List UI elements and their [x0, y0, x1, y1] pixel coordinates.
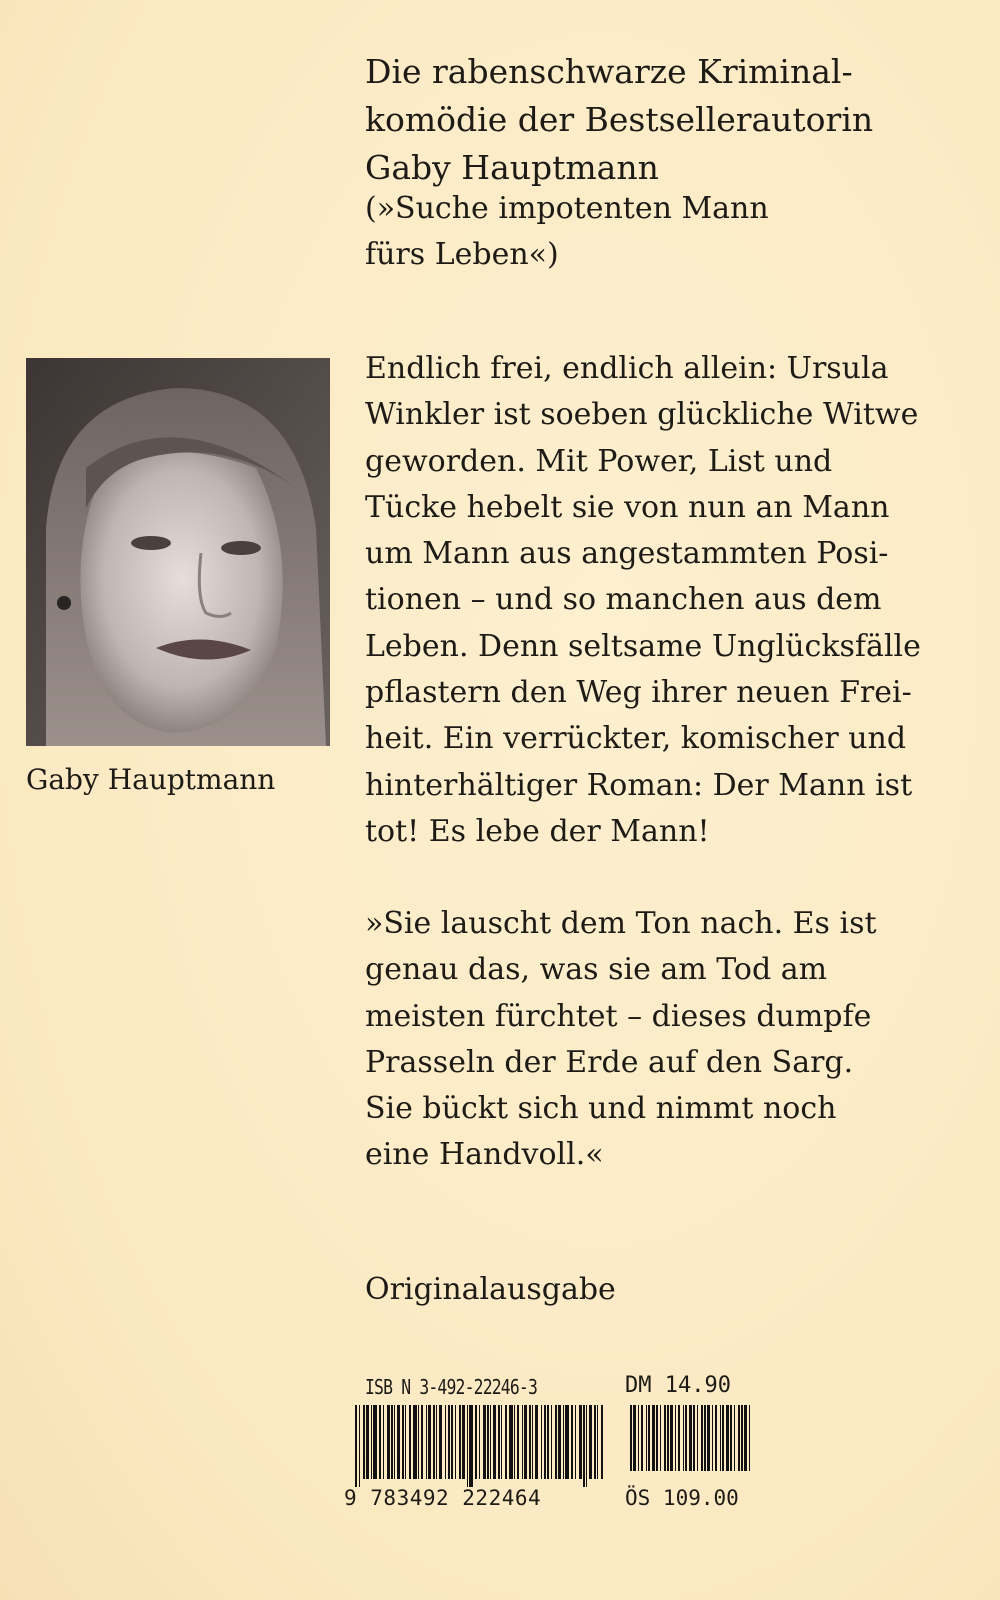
- barcode-bar: [405, 1405, 406, 1479]
- tagline-sub-line: fürs Leben«): [365, 237, 559, 272]
- barcode-bar: [522, 1405, 523, 1479]
- blurb-text: [365, 346, 965, 855]
- barcode-bar: [509, 1405, 513, 1479]
- barcode-bar: [558, 1405, 561, 1479]
- barcode-bar: [469, 1405, 473, 1487]
- tagline-sub-line: (»Suche impotenten Mann: [365, 191, 769, 226]
- barcode-bar: [514, 1405, 515, 1479]
- barcode-bar: [436, 1405, 437, 1479]
- barcode-bar: [670, 1405, 673, 1471]
- barcode-bar: [667, 1405, 669, 1471]
- barcode-bar: [462, 1405, 465, 1479]
- barcode-bar: [439, 1405, 442, 1479]
- blurb-line: um Mann aus angestammten Posi-: [365, 536, 889, 572]
- quote-line: eine Handvoll.«: [365, 1137, 604, 1173]
- tagline-line: komödie der Bestsellerautorin: [365, 100, 874, 139]
- barcode-bar: [483, 1405, 486, 1479]
- barcode-bar: [413, 1405, 417, 1479]
- quote-line: genau das, was sie am Tod am: [365, 952, 828, 988]
- barcode-bar: [371, 1405, 372, 1479]
- barcode-bar: [720, 1405, 721, 1471]
- barcode-bar: [402, 1405, 404, 1479]
- blurb-line: pflastern den Weg ihrer neuen Frei-: [365, 675, 912, 711]
- blurb-line: tot! Es lebe der Mann!: [365, 813, 710, 849]
- barcode-bar: [394, 1405, 395, 1479]
- barcode-bar: [359, 1405, 360, 1487]
- author-portrait-image: [26, 358, 330, 746]
- barcode-bar: [707, 1405, 710, 1471]
- barcode-bar: [524, 1405, 527, 1479]
- tagline: [365, 48, 965, 192]
- barcode-bar: [426, 1405, 427, 1479]
- tagline-line: Die rabenschwarze Kriminal-: [365, 52, 853, 91]
- barcode-bar: [387, 1405, 390, 1479]
- barcode-bar: [448, 1405, 450, 1479]
- quote-line: meisten fürchtet – dieses dumpfe: [365, 998, 872, 1034]
- barcode-bar: [641, 1405, 643, 1471]
- barcode-bar: [366, 1405, 369, 1479]
- isbn-label: ISB N 3-492-22246-3: [365, 1375, 538, 1399]
- price-os: ÖS 109.00: [625, 1486, 739, 1510]
- blurb-line: tionen – und so manchen aus dem: [365, 582, 882, 618]
- barcode-bar: [579, 1405, 582, 1479]
- blurb-line: Endlich frei, endlich allein: Ursula: [365, 351, 889, 386]
- author-caption: Gaby Hauptmann: [26, 763, 276, 796]
- barcode-bar: [601, 1405, 603, 1479]
- barcode-bar: [467, 1405, 468, 1487]
- barcode-bar: [744, 1405, 747, 1471]
- barcode-bar: [715, 1405, 717, 1471]
- barcode-bar: [428, 1405, 431, 1479]
- barcode-bar: [547, 1405, 549, 1479]
- ean-digits: 9 783492 222464: [344, 1486, 542, 1510]
- quote-line: »Sie lauscht dem Ton nach. Es ist: [365, 906, 877, 941]
- barcode-bar: [555, 1405, 557, 1479]
- barcode-bar: [487, 1405, 489, 1479]
- barcode-bar: [583, 1405, 585, 1487]
- barcode-bar: [563, 1405, 564, 1479]
- quote-line: Prasseln der Erde auf den Sarg.: [365, 1044, 854, 1080]
- barcode-bar: [648, 1405, 650, 1471]
- barcode-bar: [633, 1405, 636, 1471]
- barcode-bar: [498, 1405, 500, 1479]
- author-photo: [26, 358, 330, 746]
- barcode-bar: [409, 1405, 411, 1479]
- barcode-bar: [532, 1405, 533, 1479]
- barcode-bar: [675, 1405, 676, 1471]
- barcode-bar: [586, 1405, 587, 1487]
- blurb-line: Tücke hebelt sie von nun an Mann: [365, 489, 890, 525]
- barcode-bar: [689, 1405, 692, 1471]
- barcode-bar: [693, 1405, 695, 1471]
- barcode-bar: [451, 1405, 453, 1479]
- quote-line: Sie bückt sich und nimmt noch: [365, 1091, 837, 1127]
- barcode-bar: [575, 1405, 576, 1479]
- barcode-bar: [551, 1405, 552, 1479]
- barcode-bar: [683, 1405, 684, 1471]
- barcode-bar: [475, 1405, 477, 1479]
- barcode-bar: [749, 1405, 750, 1471]
- barcode-bar: [664, 1405, 666, 1471]
- barcode-bar: [529, 1405, 531, 1479]
- barcode-bar: [638, 1405, 639, 1471]
- barcode-bar: [535, 1405, 538, 1479]
- barcode-bar: [544, 1405, 546, 1479]
- barcode-bar: [505, 1405, 507, 1479]
- barcode-bar: [571, 1405, 573, 1479]
- barcode-bar: [701, 1405, 703, 1471]
- barcode-bar: [391, 1405, 393, 1479]
- barcode-bar: [541, 1405, 542, 1479]
- barcode-bar: [479, 1405, 480, 1479]
- barcode-bar: [704, 1405, 706, 1471]
- barcode-bar: [493, 1405, 496, 1479]
- blurb-line: hinterhältiger Roman: Der Mann ist: [365, 767, 913, 803]
- blurb-line: Leben. Denn seltsame Unglücksfälle: [365, 628, 921, 664]
- barcode-bars: [355, 1405, 605, 1487]
- barcode-bar: [421, 1405, 423, 1479]
- tagline-subtitle: [365, 186, 965, 278]
- barcode-bar: [697, 1405, 698, 1471]
- barcode-bar: [445, 1405, 446, 1479]
- barcode-bar: [660, 1405, 661, 1471]
- ean-barcode: [355, 1405, 605, 1487]
- barcode-bar: [630, 1405, 632, 1471]
- barcode-bar: [433, 1405, 435, 1479]
- barcode-bar: [597, 1405, 598, 1479]
- barcode-bar: [656, 1405, 658, 1471]
- barcode-bar: [712, 1405, 713, 1471]
- blurb-line: heit. Ein verrückter, komischer und: [365, 721, 907, 757]
- barcode-bar: [397, 1405, 400, 1479]
- tagline-line: Gaby Hauptmann: [365, 148, 659, 187]
- barcode-bar: [594, 1405, 596, 1479]
- barcode-bar: [517, 1405, 519, 1479]
- price-barcode-addon: [630, 1405, 752, 1471]
- barcode-bar: [459, 1405, 461, 1479]
- edition-label: Originalausgabe: [365, 1272, 616, 1307]
- excerpt-quote: [365, 901, 965, 1179]
- barcode-bar: [565, 1405, 569, 1479]
- blurb-line: Winkler ist soeben glückliche Witwe: [365, 397, 919, 433]
- barcode-bar: [501, 1405, 502, 1479]
- barcode-bar: [355, 1405, 357, 1487]
- barcode-bar: [652, 1405, 655, 1471]
- barcode-bar: [730, 1405, 732, 1471]
- barcode-bar: [722, 1405, 724, 1471]
- barcode-bar: [455, 1405, 456, 1479]
- blurb-line: geworden. Mit Power, List und: [365, 443, 833, 479]
- barcode-bar: [646, 1405, 647, 1471]
- barcode-bar: [490, 1405, 491, 1479]
- barcode-bar: [726, 1405, 729, 1471]
- barcode-bar: [363, 1405, 365, 1479]
- barcode-bar: [418, 1405, 419, 1479]
- barcode-bar: [738, 1405, 740, 1471]
- barcode-bar: [678, 1405, 680, 1471]
- barcode-bar: [589, 1405, 592, 1479]
- barcode-bar: [373, 1405, 377, 1479]
- addon-barcode-bars: [630, 1405, 752, 1471]
- barcode-bar: [685, 1405, 687, 1471]
- barcode-bar: [734, 1405, 735, 1471]
- barcode-bar: [741, 1405, 743, 1471]
- barcode-bar: [379, 1405, 381, 1479]
- barcode-bar: [383, 1405, 384, 1479]
- price-dm: DM 14.90: [625, 1373, 731, 1398]
